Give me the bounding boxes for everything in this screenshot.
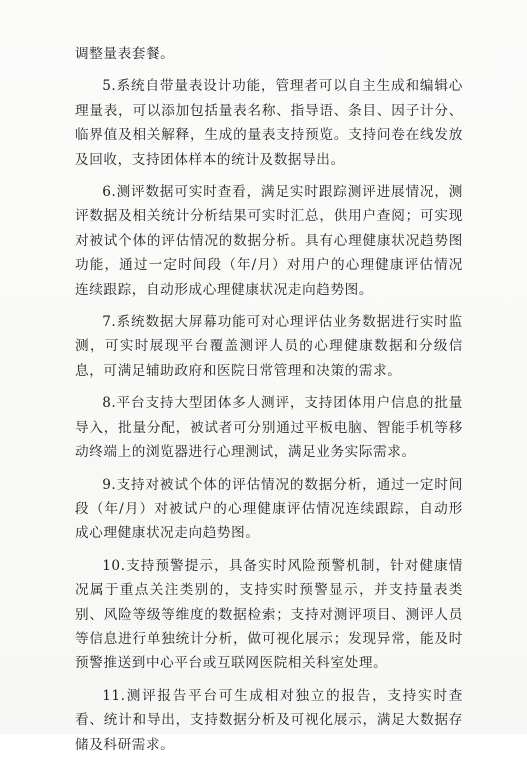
paragraph-item-8: 8.平台支持大型团体多人测评，支持团体用户信息的批量导入，批量分配，被试者可分别通过平板电脑、智能手机等移动终端上的浏览器进行心理测试，满足业务实际需求。 bbox=[75, 395, 463, 461]
paragraph-item-9: 9.支持对被试个体的评估情况的数据分析，通过一定时间段（年/月）对被试户的心理健康评估情况连续跟踪，自动形成心理健康状况走向趋势图。 bbox=[75, 476, 463, 542]
paragraph-item-5: 5.系统自带量表设计功能，管理者可以自主生成和编辑心理量表，可以添加包括量表名称、指导语、条目、因子计分、临界值及相关解释，生成的量表支持预览。支持问卷在线发放及回收，支持团体样本的统计及数据导出。 bbox=[75, 78, 463, 168]
paragraph-continuation: 调整量表套餐。 bbox=[75, 46, 175, 62]
paragraph-item-10: 10.支持预警提示，具备实时风险预警机制，针对健康情况属于重点关注类别的，支持实时预警显示，并支持量表类别、风险等级等维度的数据检索；支持对测评项目、测评人员等信息进行单独统计分析，做可视化展示；发现异常，能及时预警推送到中心平台或互联网医院相关科室处理。 bbox=[75, 557, 463, 672]
paragraph-item-11: 11.测评报告平台可生成相对独立的报告，支持实时查看、统计和导出，支持数据分析及可视化展示，满足大数据存储及科研需求。 bbox=[75, 687, 463, 753]
paragraph-item-7: 7.系统数据大屏幕功能可对心理评估业务数据进行实时监测，可实时展现平台覆盖测评人员的心理健康数据和分级信息，可满足辅助政府和医院日常管理和决策的需求。 bbox=[75, 314, 463, 379]
paragraph-item-6: 6.测评数据可实时查看，满足实时跟踪测评进展情况，测评数据及相关统计分析结果可实时汇总，供用户查阅；可实现对被试个体的评估情况的数据分析。具有心理健康状况趋势图功能，通过一定时间段（年/月）对用户的心理健康评估情况连续跟踪，自动形成心理健康状况走向趋势图。 bbox=[75, 184, 463, 298]
